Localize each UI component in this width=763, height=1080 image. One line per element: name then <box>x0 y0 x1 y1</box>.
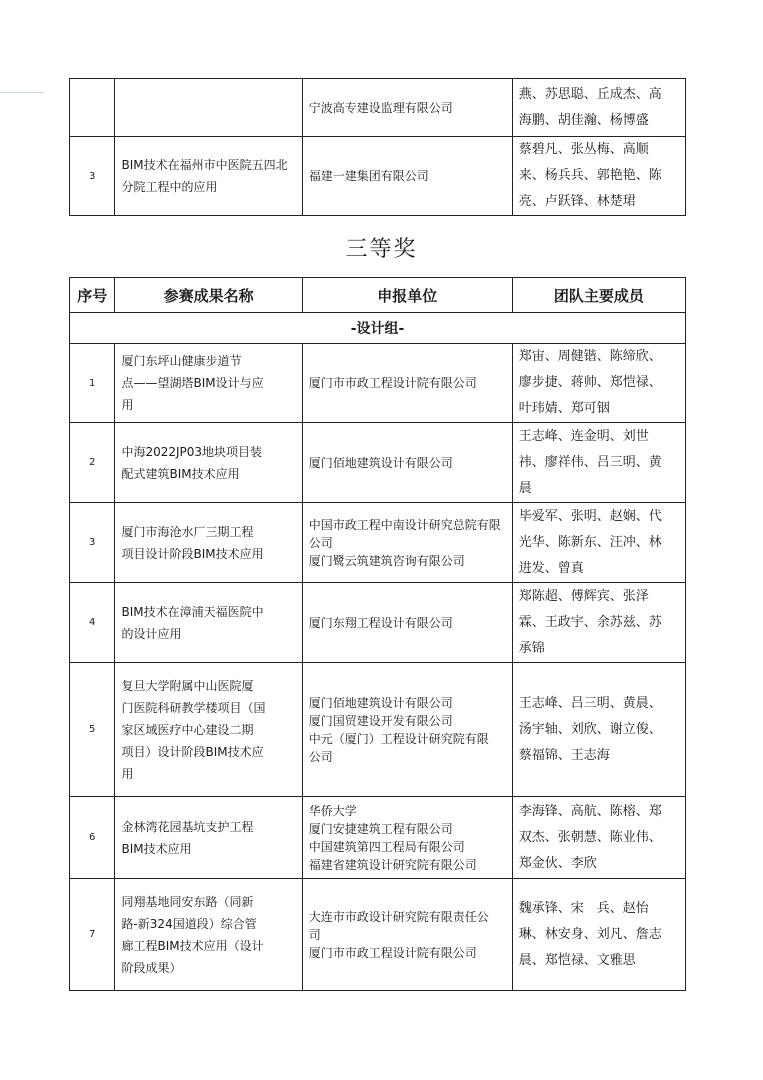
entry-name-line: 中海2022JP03地块项目装 <box>121 444 263 459</box>
entry-unit-line: 厦门佰地建筑设计有限公司 <box>308 455 453 470</box>
entry-unit-line: 福建一建集团有限公司 <box>308 169 429 183</box>
row-index: 6 <box>70 797 115 879</box>
row-index <box>70 79 115 137</box>
group-label: -设计组- <box>70 313 686 344</box>
entry-members-line: 魏承锋、宋 兵、赵怡 <box>518 900 649 916</box>
entry-members <box>512 137 685 216</box>
entry-name-line: 项目设计阶段BIM技术应用 <box>121 546 264 561</box>
header-members: 团队主要成员 <box>512 278 685 313</box>
entry-name-line: 的设计应用 <box>121 626 182 641</box>
entry-name-line: 复旦大学附属中山医院厦 <box>121 678 254 693</box>
entry-name-line: 路-新324国道段）综合管 <box>121 916 257 931</box>
entry-unit-line: 厦门国贸建设开发有限公司 <box>308 713 453 728</box>
entry-unit-line: 厦门鹭云筑建筑咨询有限公司 <box>308 553 465 568</box>
table-row <box>70 79 686 137</box>
entry-members-line: 王志峰、吕三明、黄晨、 <box>518 695 662 711</box>
entry-members-line: 亮、卢跃锋、林楚珺 <box>518 194 636 209</box>
entry-unit-line: 大连市市政设计研究院有限责任公 <box>308 909 489 924</box>
entry-unit-line: 公司 <box>308 749 333 764</box>
entry-name-line: 点——望湖塔BIM设计与应 <box>121 376 264 390</box>
entry-members-line: 晨 <box>518 480 532 496</box>
entry-name-line: 门医院科研教学楼项目（国 <box>121 700 266 715</box>
entry-unit-line: 厦门安捷建筑工程有限公司 <box>308 821 453 836</box>
section-title: 三等奖 <box>345 237 418 262</box>
entry-unit <box>302 797 512 879</box>
header-unit: 申报单位 <box>302 278 512 313</box>
entry-members-line: 祎、廖祥伟、吕三明、黄 <box>518 454 662 470</box>
continued-table <box>69 78 686 216</box>
entry-members-line: 来、杨兵兵、郭艳艳、陈 <box>518 168 662 183</box>
entry-name-line: 项目）设计阶段BIM技术应 <box>121 744 264 759</box>
group-row <box>70 313 686 344</box>
header-row <box>70 278 686 313</box>
table-row <box>70 344 686 423</box>
entry-members-line: 晨、郑恺禄、文雅思 <box>518 952 636 968</box>
row-index: 7 <box>70 879 115 991</box>
entry-name <box>115 879 302 991</box>
entry-unit-line: 宁波高专建设监理有限公司 <box>308 100 453 115</box>
entry-name <box>115 423 302 503</box>
entry-name <box>115 137 302 216</box>
entry-members-line: 蔡福锦、王志海 <box>518 747 610 763</box>
row-index: 4 <box>70 583 115 663</box>
table-row <box>70 583 686 663</box>
entry-name-line: 同翔基地同安东路（同新 <box>121 894 254 909</box>
awards-table <box>69 277 686 991</box>
entry-unit <box>302 344 512 423</box>
entry-name-line: 家区域医疗中心建设二期 <box>121 722 254 737</box>
entry-unit <box>302 663 512 797</box>
entry-members <box>512 344 685 423</box>
entry-members-line: 双杰、张朝慧、陈业伟、 <box>518 829 662 845</box>
entry-unit <box>302 503 512 583</box>
entry-members <box>512 879 685 991</box>
entry-name-line: 用 <box>121 766 134 781</box>
entry-name <box>115 79 302 137</box>
entry-unit-line: 福建省建筑设计研究院有限公司 <box>308 857 477 872</box>
entry-members <box>512 583 685 663</box>
entry-members-line: 郑宙、周健锴、陈缔欣、 <box>518 349 662 364</box>
entry-members-line: 琳、林安身、刘凡、詹志 <box>518 926 662 942</box>
entry-name <box>115 503 302 583</box>
entry-unit <box>302 423 512 503</box>
entry-members-line: 承锦 <box>518 640 545 656</box>
entry-members-line: 蔡碧凡、张丛梅、高顺 <box>518 142 649 157</box>
entry-members-line: 汤宇轴、刘欣、谢立俊、 <box>518 721 662 737</box>
entry-unit-line: 中元（厦门）工程设计研究院有限 <box>308 731 489 746</box>
entry-name <box>115 797 302 879</box>
entry-members-line: 叶玮婧、郑可铟 <box>518 401 610 416</box>
entry-name-line: 阶段成果） <box>121 960 182 975</box>
entry-unit-line: 厦门东翔工程设计有限公司 <box>308 615 453 630</box>
entry-name <box>115 344 302 423</box>
row-index: 3 <box>70 137 115 216</box>
row-index: 1 <box>70 344 115 423</box>
entry-unit <box>302 879 512 991</box>
table-row <box>70 423 686 503</box>
entry-unit <box>302 79 512 137</box>
entry-unit-line: 中国建筑第四工程局有限公司 <box>308 839 465 854</box>
table-row <box>70 879 686 991</box>
entry-name-line: 配式建筑BIM技术应用 <box>121 466 240 481</box>
entry-unit-line: 华侨大学 <box>308 803 357 818</box>
entry-members-line: 光华、陈新东、汪冲、林 <box>518 534 662 550</box>
entry-unit-line: 厦门市市政工程设计院有限公司 <box>308 945 477 960</box>
entry-members-line: 王志峰、连金明、刘世 <box>518 428 649 444</box>
entry-name-line: 廊工程BIM技术应用（设计 <box>121 938 264 953</box>
entry-name-line: 金林湾花园基坑支护工程 <box>121 819 254 834</box>
entry-members <box>512 797 685 879</box>
entry-name-line: 用 <box>121 398 134 412</box>
row-index: 3 <box>70 503 115 583</box>
entry-unit <box>302 583 512 663</box>
entry-members-line: 郑金伙、李欣 <box>518 855 597 871</box>
entry-unit-line: 公司 <box>308 535 333 550</box>
table-row <box>70 503 686 583</box>
entry-members-line: 李海锋、高航、陈榕、郑 <box>518 803 662 819</box>
entry-name-line: 厦门东坪山健康步道节 <box>121 354 242 368</box>
entry-name <box>115 583 302 663</box>
entry-unit-line: 司 <box>308 927 321 942</box>
entry-unit <box>302 137 512 216</box>
entry-name-line: BIM技术在福州市中医院五四北 <box>121 158 288 172</box>
entry-members-line: 霖、王政宇、余苏兹、苏 <box>518 614 662 630</box>
header-index: 序号 <box>70 278 115 313</box>
entry-name-line: 分院工程中的应用 <box>121 180 218 194</box>
header-name: 参赛成果名称 <box>115 278 302 313</box>
entry-members <box>512 663 685 797</box>
table-row <box>70 797 686 879</box>
entry-unit-line: 中国市政工程中南设计研究总院有限 <box>308 517 501 532</box>
entry-members <box>512 503 685 583</box>
entry-unit-line: 厦门佰地建筑设计有限公司 <box>308 695 453 710</box>
entry-members-line: 进发、曾真 <box>518 560 584 576</box>
entry-members-line: 燕、苏思聪、丘成杰、高 <box>518 86 662 102</box>
entry-unit-line: 厦门市市政工程设计院有限公司 <box>308 376 477 390</box>
entry-members-line: 海鹏、胡佳瀚、杨博盛 <box>518 112 649 128</box>
entry-name-line: BIM技术在漳浦天福医院中 <box>121 604 264 619</box>
entry-name-line: 厦门市海沧水厂三期工程 <box>121 524 254 539</box>
row-index: 2 <box>70 423 115 503</box>
entry-members-line: 毕爱军、张明、赵娴、代 <box>518 508 662 524</box>
entry-members <box>512 423 685 503</box>
entry-members <box>512 79 685 137</box>
table-row <box>70 137 686 216</box>
entry-members-line: 廖步捷、蒋帅、郑恺禄、 <box>518 375 662 390</box>
entry-members-line: 郑陈超、傅辉宾、张泽 <box>518 588 649 604</box>
table-row <box>70 663 686 797</box>
entry-name-line: BIM技术应用 <box>121 841 192 856</box>
margin-mark <box>0 92 44 93</box>
entry-name <box>115 663 302 797</box>
row-index: 5 <box>70 663 115 797</box>
